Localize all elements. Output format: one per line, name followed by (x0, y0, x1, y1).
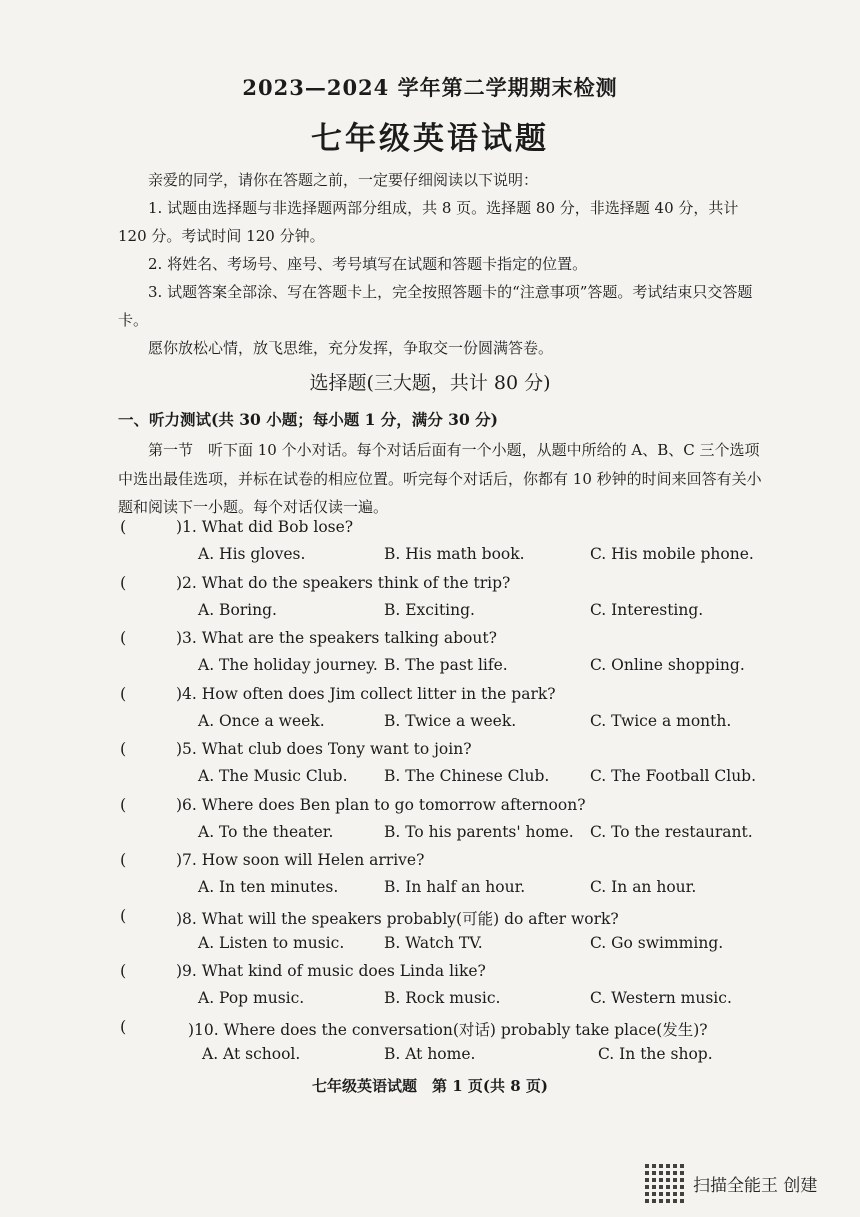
question-stem: )8. What will the speakers probably(可能) do after work? (176, 909, 619, 928)
option-c: C. His mobile phone. (590, 545, 754, 563)
option-a: A. The holiday journey. (198, 656, 378, 674)
question-stem: )3. What are the speakers talking about? (176, 629, 497, 647)
option-b: B. Exciting. (384, 600, 475, 619)
answer-paren: ( (120, 739, 127, 758)
instructions (118, 166, 766, 362)
option-a: A. His gloves. (198, 545, 306, 563)
qr-code-icon (645, 1163, 685, 1203)
answer-paren: ( (120, 905, 127, 925)
option-b: B. To his parents' home. (384, 822, 574, 841)
question-item (120, 624, 770, 680)
answer-paren: ( (120, 628, 127, 647)
option-b: B. The past life. (384, 656, 508, 674)
instructions-wish: 愿你放松心情，放飞思维，充分发挥，争取交一份圆满答卷。 (148, 339, 554, 357)
option-a: A. In ten minutes. (198, 878, 339, 896)
question-stem: )10. Where does the conversation(对话) probably take place(发生)? (188, 1020, 708, 1039)
option-c: C. Twice a month. (590, 711, 732, 730)
option-a: A. Once a week. (198, 711, 325, 730)
question-item (120, 791, 770, 847)
option-b: B. His math book. (384, 545, 525, 563)
answer-paren: ( (120, 961, 127, 980)
question-item (120, 957, 770, 1013)
page-footer: 七年级英语试题 第 1 页(共 8 页) (312, 1077, 548, 1095)
option-c: C. The Football Club. (590, 767, 757, 785)
question-list (120, 513, 770, 1068)
answer-paren: ( (120, 1016, 127, 1036)
option-b: B. At home. (384, 1044, 476, 1063)
answer-paren: ( (120, 794, 127, 814)
option-b: B. Twice a week. (384, 711, 517, 730)
instructions-rule-1: 1. 试题由选择题与非选择题两部分组成，共 8 页。选择题 80 分，非选择题 40 分，共计 120 分。考试时间 120 分钟。 (118, 199, 739, 245)
instructions-greeting: 亲爱的同学，请你在答题之前，一定要仔细阅读以下说明： (148, 171, 539, 189)
section-title: 选择题(三大题，共计 80 分) (309, 372, 551, 394)
answer-paren: ( (120, 850, 127, 869)
question-stem: )1. What did Bob lose? (176, 518, 354, 536)
part-title: 一、听力测试(共 30 小题；每小题 1 分，满分 30 分) (118, 410, 498, 429)
option-c: C. Interesting. (590, 600, 704, 619)
option-c: C. In an hour. (590, 878, 697, 896)
instructions-rule-2: 2. 将姓名、考场号、座号、考号填写在试题和答题卡指定的位置。 (148, 255, 588, 273)
answer-paren: ( (120, 572, 127, 592)
option-b: B. Watch TV. (384, 933, 483, 952)
question-stem: )2. What do the speakers think of the trip? (176, 573, 511, 592)
option-a: A. To the theater. (198, 822, 334, 841)
option-a: A. Pop music. (198, 989, 305, 1007)
option-b: B. The Chinese Club. (384, 767, 550, 785)
option-c: C. Go swimming. (590, 933, 724, 952)
option-c: C. In the shop. (598, 1044, 713, 1063)
option-b: B. Rock music. (384, 989, 501, 1007)
question-item (120, 513, 770, 569)
answer-paren: ( (120, 517, 127, 536)
question-stem: )6. Where does Ben plan to go tomorrow afternoon? (176, 795, 586, 814)
exam-title: 七年级英语试题 (311, 121, 549, 157)
option-a: A. At school. (202, 1044, 301, 1063)
question-item (120, 735, 770, 791)
option-b: B. In half an hour. (384, 878, 526, 896)
part-description: 第一节 听下面 10 个小对话。每个对话后面有一个小题，从题中所给的 A、B、C 三个选项中选出最佳选项，并标在试卷的相应位置。听完每个对话后，你都有 10 秒钟的时间来回答有关小题和阅读下一小题。每个对话仅读一遍。 (118, 441, 762, 516)
instructions-rule-3: 3. 试题答案全部涂、写在答题卡上，完全按照答题卡的“注意事项”答题。考试结束只交答题卡。 (118, 283, 753, 329)
exam-year-line: 2023—2024 学年第二学期期末检测 (242, 75, 618, 100)
question-stem: )7. How soon will Helen arrive? (176, 851, 425, 869)
option-a: A. Boring. (198, 600, 277, 619)
option-c: C. Western music. (590, 989, 732, 1007)
answer-paren: ( (120, 683, 127, 703)
question-item (120, 1013, 770, 1069)
option-a: A. Listen to music. (198, 933, 345, 952)
option-a: A. The Music Club. (198, 767, 348, 785)
question-stem: )5. What club does Tony want to join? (176, 740, 472, 758)
question-item (120, 846, 770, 902)
question-stem: )9. What kind of music does Linda like? (176, 962, 486, 980)
question-item (120, 680, 770, 736)
scanner-watermark: 扫描全能王 创建 (693, 1176, 818, 1196)
question-stem: )4. How often does Jim collect litter in the park? (176, 684, 556, 703)
option-c: C. To the restaurant. (590, 822, 753, 841)
question-item (120, 902, 770, 958)
question-item (120, 569, 770, 625)
option-c: C. Online shopping. (590, 656, 745, 674)
